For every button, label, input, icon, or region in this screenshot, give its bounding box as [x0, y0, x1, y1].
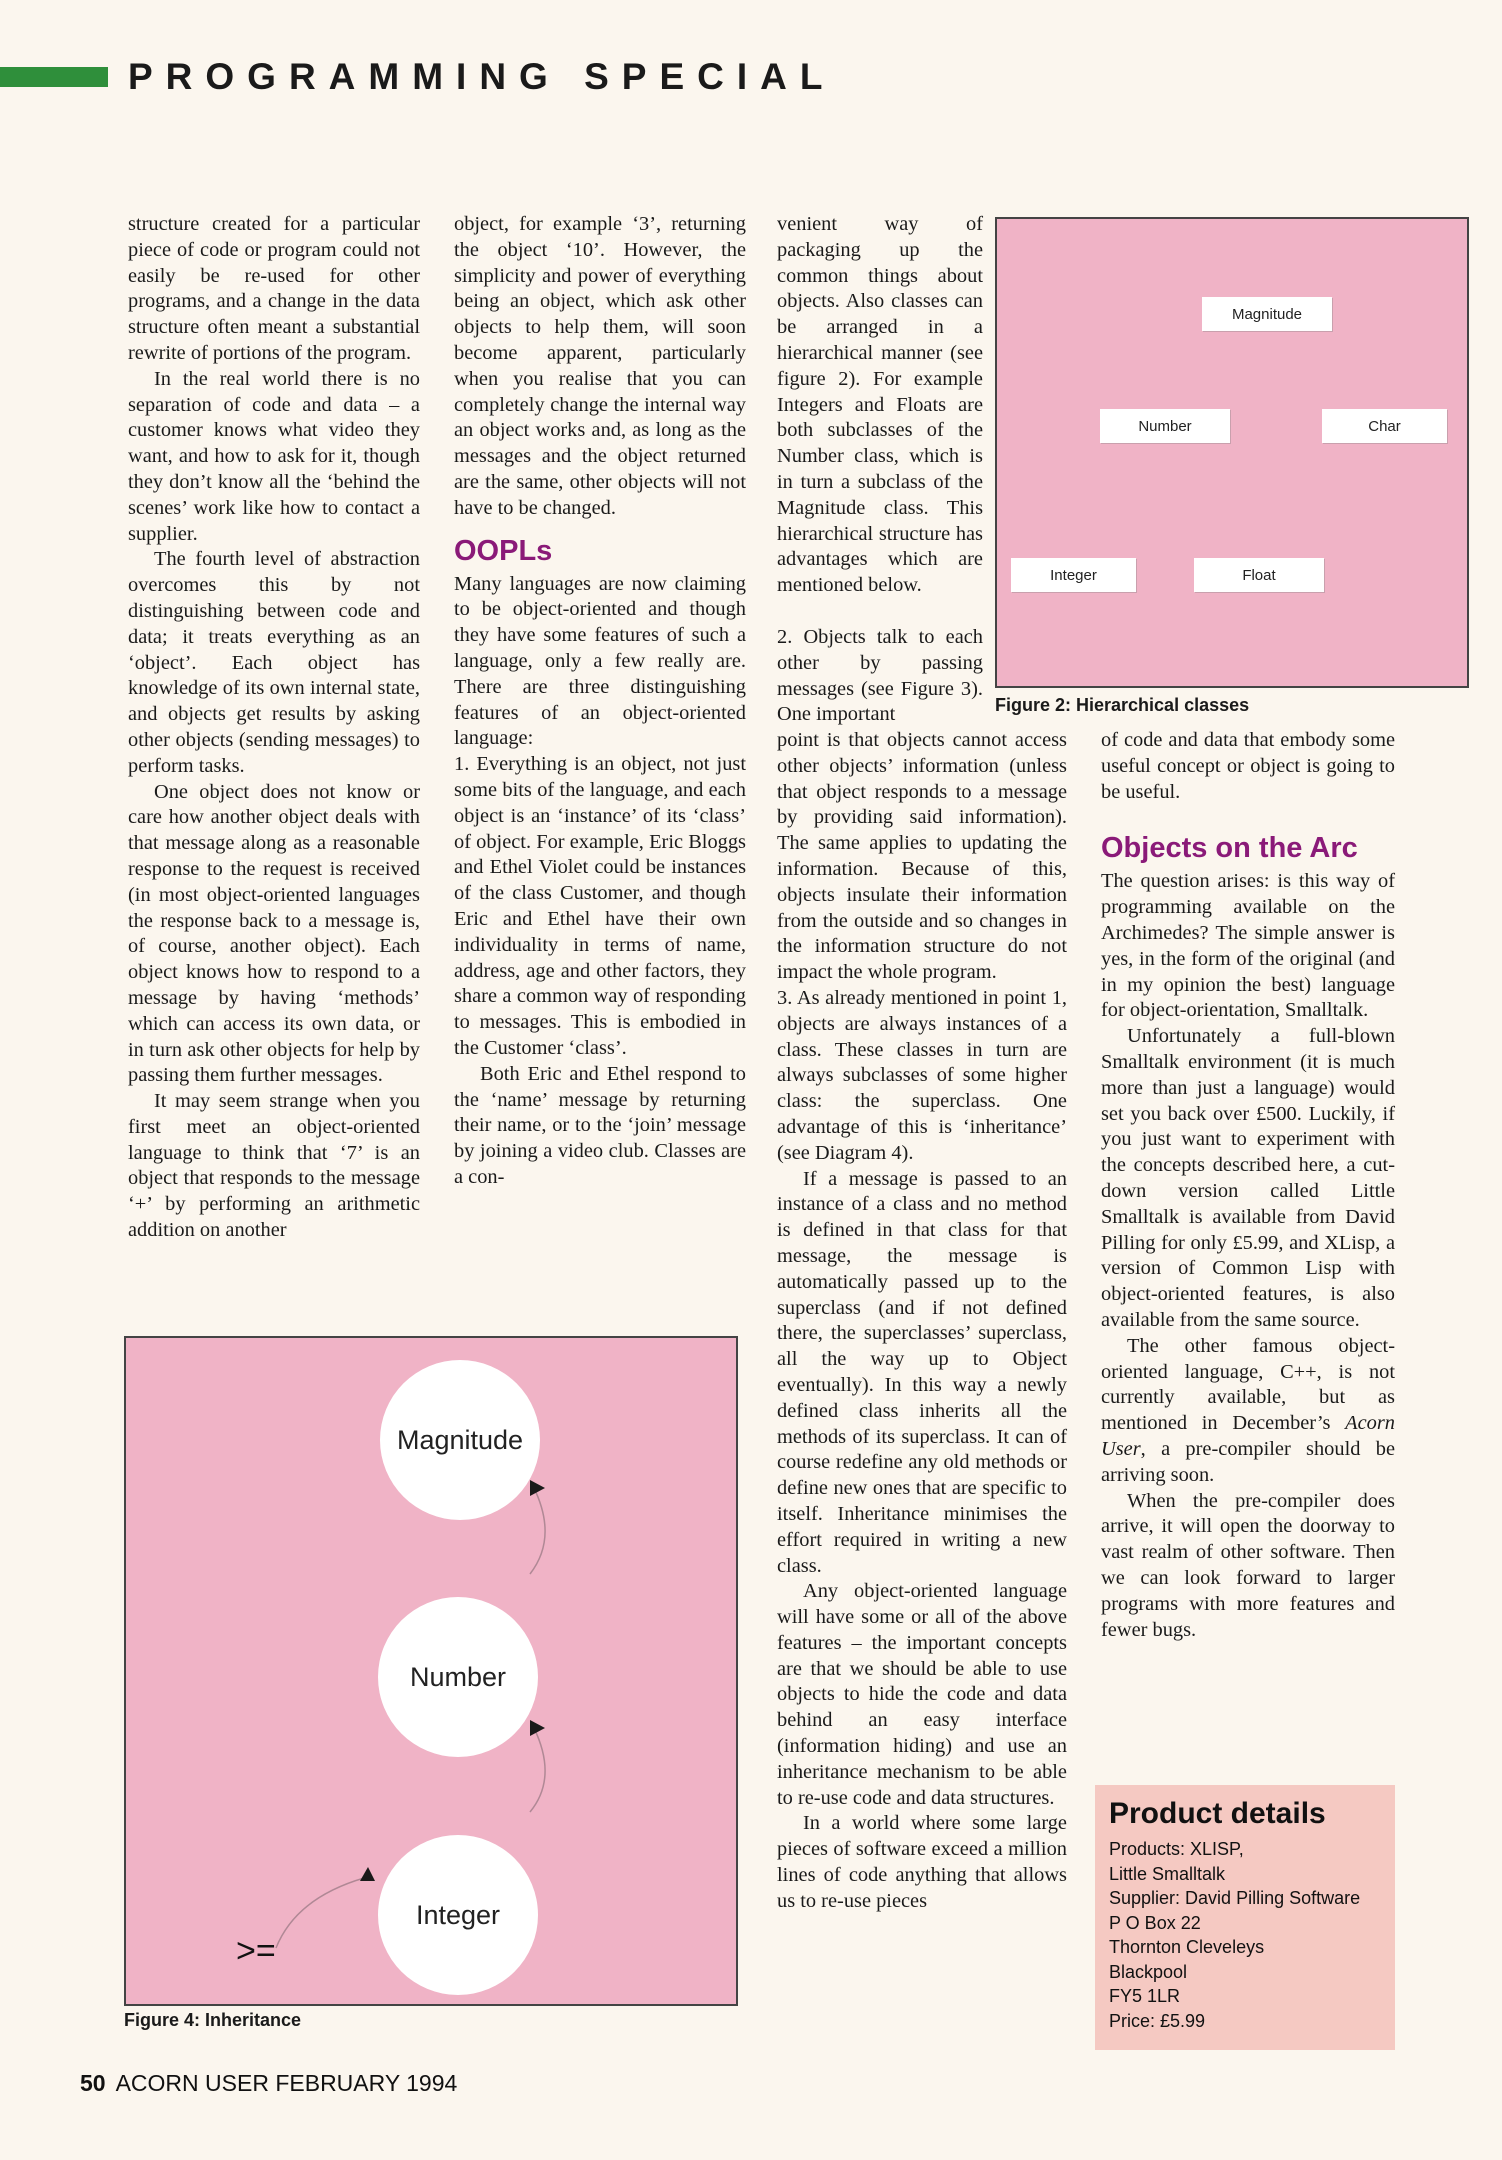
paragraph: The other famous object-oriented language, C++, is not currently available, but as mentioned in December’s Acorn User, a pre-compiler should be arriving soon.: [1101, 1334, 1395, 1486]
paragraph: Any object-oriented language will have some or all of the above features – the important concepts are that we should be able to use objects to hide the code and data behind an easy interface (information hiding) and use an inheritance mechanism to be able to re-use code and data structures.: [777, 1580, 1067, 1809]
paragraph: venient way of packaging up the common things about objects. Also classes can be arranged in a hierarchical manner (see figure 2). For example Integers and Floats are both subclasses of the Number class, which is in turn a subclass of the Magnitude class. This hierarchical structure has advantages which are mentioned below.: [777, 213, 983, 597]
paragraph: If a message is passed to an instance of a class and no method is defined in that class for that message, the message is automatically passed up to the superclass (and if not defined there, the superclasses’ superclass, all the way up to Object eventually). In this way a newly defined class inherits all the methods of its superclass. It can of course redefine any old methods or define new ones that are specific to itself. Inheritance minimises the effort required in writing a new class.: [777, 1167, 1067, 1577]
inheritance-curve: [530, 1728, 545, 1812]
class-node-float: Float: [1194, 558, 1324, 592]
paragraph: structure created for a particular piece of code or program could not easily be re-used for other programs, and a change in the data structure often meant a substantial rewrite of portions of the program.: [128, 213, 420, 364]
paragraph: In the real world there is no separation of code and data – a customer knows what video they want, and how to ask for it, though they don’t know all the ‘behind the scenes’ work like how to contact a supplier.: [128, 367, 420, 545]
column-3: [777, 728, 1067, 1915]
magazine-title: Acorn User: [1101, 1412, 1395, 1460]
product-line: Thornton Cleveleys: [1109, 1937, 1265, 1957]
class-node-magnitude: Magnitude: [1202, 297, 1332, 331]
paragraph: The question arises: is this way of programming available on the Archimedes? The simple answer is yes, in the form of the original (and in my opinion the best) language for object-orientation, Smalltalk.: [1101, 870, 1395, 1022]
footer-publication: ACORN USER FEBRUARY 1994: [115, 2070, 458, 2096]
column-1: [128, 212, 420, 1244]
paragraph: The fourth level of abstraction overcomes this by not distinguishing between code and data; it treats everything as an ‘object’. Each object has knowledge of its own internal state, and objects get results by asking other objects (sending messages) to perform tasks.: [128, 548, 420, 777]
inheritance-node-integer: Integer: [378, 1835, 538, 1995]
paragraph: object, for example ‘3’, returning the object ‘10’. However, the simplicity and power of everything being an object, which ask other objects to help them, will soon become apparent, particularly when you realise that you can completely change the internal way an object works and, as long as the messages and the object returned are the same, other objects will not have to be changed.: [454, 213, 746, 519]
paragraph: 3. As already mentioned in point 1, objects are always instances of a class. These classes in turn are always subclasses of some higher class: the superclass. One advantage of this is ‘inheritance’ (see Diagram 4).: [777, 986, 1067, 1164]
paragraph: 2. Objects talk to each other by passing messages (see Figure 3). One important: [777, 626, 983, 726]
class-node-char: Char: [1322, 409, 1447, 443]
paragraph: One object does not know or care how another object deals with that message along as a reasonable response to the request is received (in most object-oriented languages the response back to a message is, of course, another object). Each object knows how to respond to a message by having ‘methods’ which can access its own data, or in turn ask other objects for help by passing them further messages.: [128, 780, 420, 1087]
header-bar: [0, 67, 108, 87]
page-number: 50: [80, 2070, 106, 2096]
paragraph: Many languages are now claiming to be object-oriented and though they have some features of such a language, only a few really are. There are three distinguishing features of an object-oriented language:: [454, 572, 746, 750]
subheading-oopls: OOPLs: [454, 534, 553, 567]
arrow-right-icon: [530, 1720, 545, 1736]
inheritance-node-number: Number: [378, 1597, 538, 1757]
paragraph: point is that objects cannot access other objects’ information (unless that object responds to a message by providing said information). The same applies to updating the information. Because of this, objects insulate their information from the outside and so changes in the information structure do not impact the whole program.: [777, 729, 1067, 984]
product-details-box: [1095, 1785, 1395, 2050]
class-node-integer: Integer: [1011, 558, 1136, 592]
figure-2-diagram: [995, 217, 1469, 688]
paragraph: Both Eric and Ethel respond to the ‘name’ message by returning their name, or to the ‘join’ message by joining a video club. Classes are a con-: [454, 1062, 746, 1188]
product-line: Blackpool: [1109, 1961, 1188, 1982]
product-line: Price: £5.99: [1109, 2010, 1206, 2031]
paragraph: It may seem strange when you first meet an object-oriented language to think that ‘7’ is an object that responds to the message ‘+’ by performing an arithmetic addition on another: [128, 1090, 420, 1242]
figure-2-caption: Figure 2: Hierarchical classes: [995, 695, 1250, 715]
section-header: PROGRAMMING SPECIAL: [128, 56, 836, 97]
paragraph: In a world where some large pieces of software exceed a million lines of code anything that allows us to re-use pieces: [777, 1812, 1067, 1912]
page-footer: [80, 2070, 457, 2097]
figure-4-caption: Figure 4: Inheritance: [124, 2010, 302, 2030]
column-3-mid: [777, 625, 983, 728]
product-line: Supplier: David Pilling Software: [1109, 1888, 1361, 1908]
paragraph: Unfortunately a full-blown Smalltalk environment (it is much more than just a language) would set you back over £500. Luckily, if you just want to experiment with the concepts described here, a cut-down version called Little Smalltalk is available from David Pilling for only £5.99, and XLisp, a version of Common Lisp with object-oriented features, is also available from the same source.: [1101, 1025, 1395, 1331]
paragraph: When the pre-compiler does arrive, it will open the doorway to vast realm of other software. Then we can look forward to larger programs with more features and fewer bugs.: [1101, 1489, 1395, 1641]
subheading-objects-on-the-arc: Objects on the Arc: [1101, 832, 1358, 865]
message-curve: [276, 1878, 364, 1948]
product-line: FY5 1LR: [1109, 1986, 1181, 2006]
column-3-top: [777, 212, 983, 599]
class-node-number: Number: [1100, 409, 1230, 443]
product-line: Products: XLISP,: [1109, 1839, 1244, 1859]
arrow-right-icon: [530, 1480, 545, 1496]
arrow-up-icon: [360, 1867, 375, 1881]
paragraph: of code and data that embody some useful concept or object is going to be useful.: [1101, 729, 1395, 803]
paragraph: 1. Everything is an object, not just some bits of the language, and each object is an ‘instance’ of its ‘class’ of object. For example, Eric Bloggs and Ethel Violet could be instances of the class Customer, and though Eric and Ethel have their own individuality in terms of name, address, age and other factors, they share a common way of responding to messages. This is embodied in the Customer ‘class’.: [454, 753, 746, 1059]
inheritance-curve: [530, 1488, 545, 1574]
figure-4-diagram: [124, 1336, 738, 2006]
product-line: Little Smalltalk: [1109, 1863, 1226, 1884]
message-label: >=: [236, 1932, 276, 1970]
product-line: P O Box 22: [1109, 1912, 1201, 1933]
column-4: [1101, 728, 1395, 1643]
column-2: [454, 212, 746, 1191]
product-details-title: Product details: [1109, 1797, 1326, 1830]
inheritance-node-magnitude: Magnitude: [380, 1360, 540, 1520]
